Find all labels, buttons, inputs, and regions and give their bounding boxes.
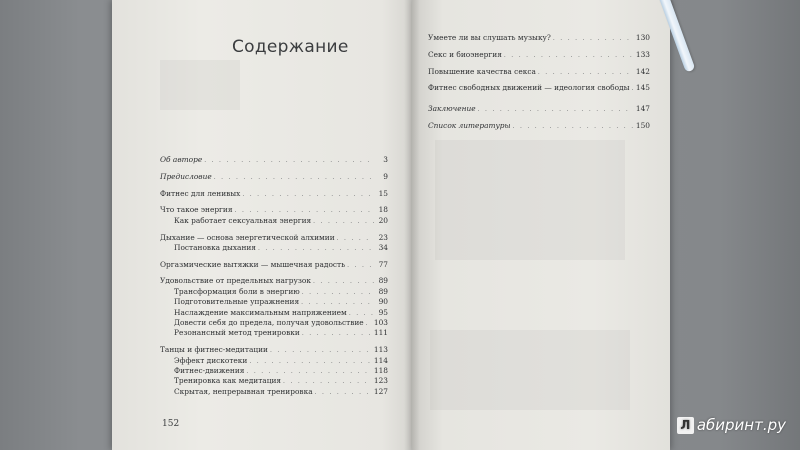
toc-entry-title: Повышение качества секса bbox=[428, 66, 536, 76]
toc-entry-page: 89 bbox=[378, 276, 388, 286]
toc-entry-title: Танцы и фитнес-медитации bbox=[160, 345, 268, 355]
toc-entry-title: Секс и биоэнергия bbox=[428, 49, 502, 59]
toc-entry-page: 23 bbox=[378, 232, 388, 242]
toc-title: Содержание bbox=[232, 37, 349, 57]
dot-leader bbox=[214, 175, 374, 181]
show-through-left bbox=[160, 60, 240, 110]
toc-entry-title: Дыхание — основа энергетической алхимии bbox=[160, 232, 335, 242]
toc-entry bbox=[428, 34, 650, 44]
toc-entry bbox=[428, 122, 650, 132]
dot-leader bbox=[478, 107, 634, 113]
toc-entry-title: Подготовительные упражнения bbox=[174, 297, 300, 307]
dot-leader bbox=[283, 379, 372, 385]
dot-leader bbox=[631, 86, 633, 92]
toc-entry-title: Фитнес свободных движений — идеология свободы bbox=[428, 83, 630, 93]
toc-entry-page: 123 bbox=[373, 376, 388, 386]
toc-entry-page: 147 bbox=[635, 103, 650, 113]
toc-entry bbox=[428, 105, 650, 115]
toc-entry-title: Тренировка как медитация bbox=[174, 376, 282, 386]
toc-entry-title: Постановка дыхания bbox=[174, 242, 256, 252]
show-through-right bbox=[435, 140, 625, 260]
toc-entry bbox=[160, 388, 388, 398]
toc-entry-title: Фитнес-движения bbox=[174, 365, 245, 375]
toc-entry bbox=[160, 190, 388, 200]
toc-entry bbox=[160, 173, 388, 183]
dot-leader bbox=[538, 70, 634, 76]
toc-entry bbox=[428, 68, 650, 78]
toc-entry-page: 95 bbox=[378, 307, 388, 317]
toc-entry-page: 103 bbox=[373, 318, 388, 328]
dot-leader bbox=[313, 219, 374, 225]
toc-entry-page: 118 bbox=[373, 365, 388, 375]
toc-entry bbox=[428, 51, 650, 61]
toc-entry-page: 127 bbox=[373, 386, 388, 396]
toc-entry-page: 3 bbox=[383, 155, 388, 164]
toc-entry-page: 9 bbox=[383, 171, 388, 181]
toc-entry-page: 142 bbox=[635, 66, 650, 76]
toc-entry-title: Наслаждение максимальным напряжением bbox=[174, 307, 347, 317]
book-gutter bbox=[404, 0, 420, 450]
toc-entry-title: Трансформация боли в энергию bbox=[174, 286, 300, 296]
dot-leader bbox=[313, 279, 374, 285]
dot-leader bbox=[513, 124, 634, 130]
dot-leader bbox=[246, 369, 371, 375]
dot-leader bbox=[347, 263, 374, 269]
toc-entry bbox=[160, 261, 388, 271]
dot-leader bbox=[315, 390, 372, 396]
toc-entry-title: Удовольствие от предельных нагрузок bbox=[160, 276, 311, 286]
dot-leader bbox=[504, 53, 634, 59]
toc-entry-page: 34 bbox=[378, 242, 388, 252]
toc-entry-page: 130 bbox=[635, 33, 650, 42]
toc-entry-page: 145 bbox=[635, 83, 650, 93]
page-number: 152 bbox=[162, 419, 180, 429]
toc-entry-page: 111 bbox=[373, 328, 388, 338]
toc-entry-title: Умеете ли вы слушать музыку? bbox=[428, 33, 551, 42]
labirint-logo-mark: Л bbox=[677, 417, 694, 434]
toc-entry-page: 133 bbox=[635, 49, 650, 59]
toc-entry-page: 90 bbox=[378, 297, 388, 307]
toc-entry-page: 77 bbox=[378, 259, 388, 269]
dot-leader bbox=[235, 208, 374, 214]
dot-leader bbox=[553, 36, 634, 42]
toc-entry-page: 114 bbox=[373, 355, 388, 365]
dot-leader bbox=[249, 359, 372, 365]
toc-entry bbox=[160, 244, 388, 254]
dot-leader bbox=[270, 348, 372, 354]
dot-leader bbox=[258, 246, 374, 252]
toc-entry-title: Список литературы bbox=[428, 120, 511, 130]
dot-leader bbox=[242, 192, 374, 198]
toc-entry-title: Фитнес для ленивых bbox=[160, 188, 241, 198]
toc-entry-title: Заключение bbox=[428, 103, 476, 113]
toc-entry bbox=[160, 329, 388, 339]
show-through-right-bottom bbox=[430, 330, 630, 410]
labirint-logo-text: абиринт.ру bbox=[696, 416, 786, 434]
dot-leader bbox=[337, 236, 374, 242]
toc-entry-page: 89 bbox=[378, 286, 388, 296]
dot-leader bbox=[366, 321, 372, 327]
dot-leader bbox=[204, 158, 374, 164]
toc-entry-page: 150 bbox=[635, 120, 650, 130]
toc-entry-title: Резонансный метод тренировки bbox=[174, 328, 300, 338]
toc-entry-title: Довести себя до предела, получая удовольствие bbox=[174, 318, 364, 328]
labirint-watermark bbox=[677, 416, 786, 434]
dot-leader bbox=[349, 311, 374, 317]
dot-leader bbox=[302, 331, 372, 337]
toc-entry-title: Оргазмические вытяжки — мышечная радость bbox=[160, 259, 346, 269]
dot-leader bbox=[301, 300, 374, 306]
toc-entry-page: 15 bbox=[378, 188, 388, 198]
toc-entry-title: Что такое энергия bbox=[160, 205, 233, 215]
toc-entry bbox=[428, 84, 650, 94]
toc-entry bbox=[160, 156, 388, 166]
toc-entry-title: Об авторе bbox=[160, 155, 203, 164]
toc-left-column bbox=[160, 156, 388, 398]
dot-leader bbox=[302, 290, 374, 296]
toc-entry-title: Предисловие bbox=[160, 171, 212, 181]
toc-entry-title: Эффект дискотеки bbox=[174, 355, 248, 365]
toc-entry-page: 18 bbox=[378, 205, 388, 215]
toc-entry-title: Скрытая, непрерывная тренировка bbox=[174, 386, 313, 396]
toc-entry-title: Как работает сексуальная энергия bbox=[174, 215, 312, 225]
toc-right-column bbox=[428, 34, 650, 132]
toc-entry-page: 113 bbox=[373, 345, 388, 355]
toc-entry bbox=[160, 217, 388, 227]
toc-entry-page: 20 bbox=[378, 215, 388, 225]
